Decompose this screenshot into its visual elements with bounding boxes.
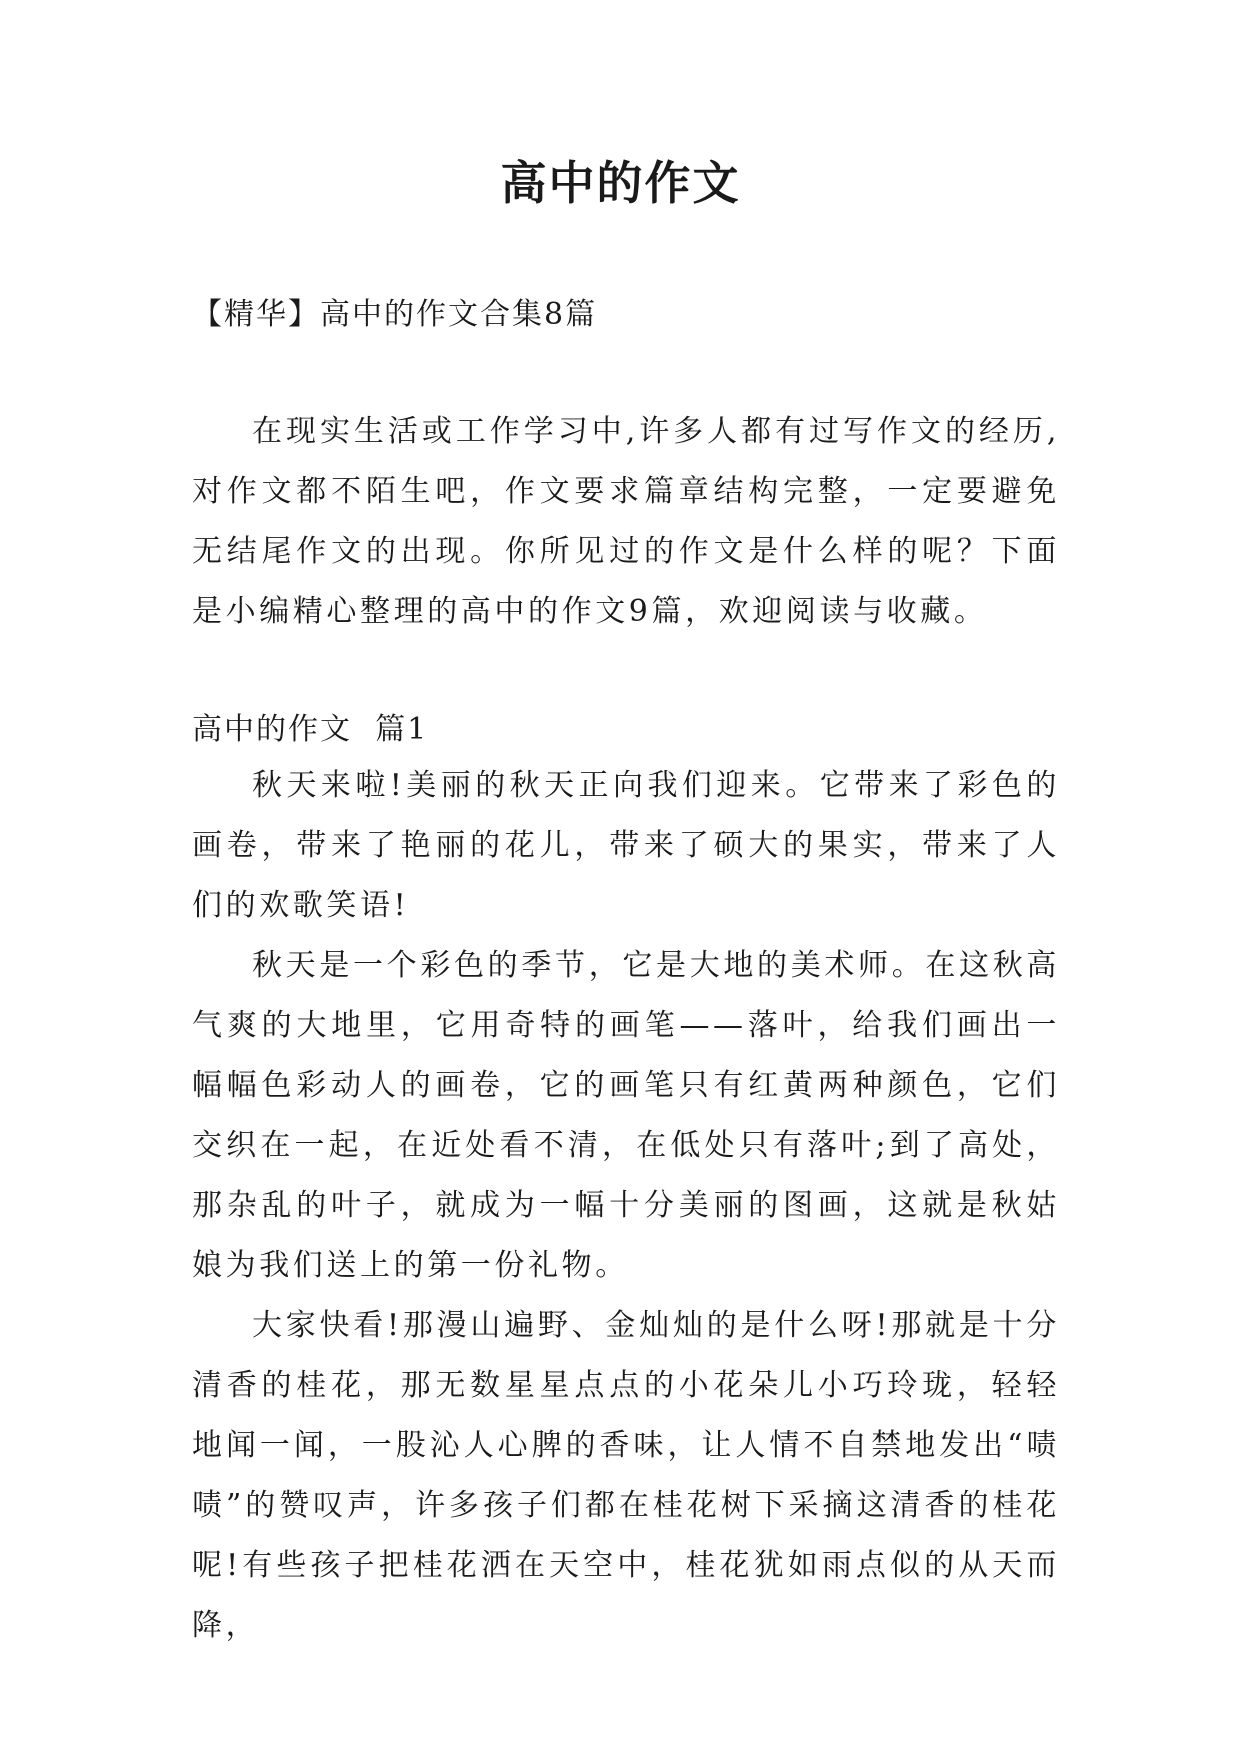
body-paragraph-3: 大家快看!那漫山遍野、金灿灿的是什么呀!那就是十分清香的桂花，那无数星星点点的小花朵儿小巧玲珑，轻轻地闻一闻，一股沁人心脾的香味，让人情不自禁地发出“啧啧”的赞叹声，许多孩子们都在桂花树下采摘这清香的桂花呢!有些孩子把桂花洒在天空中，桂花犹如雨点似的从天而降， <box>192 1308 1060 1643</box>
body-paragraph-1: 秋天来啦!美丽的秋天正向我们迎来。它带来了彩色的画卷，带来了艳丽的花儿，带来了硕大的果实，带来了人们的欢歌笑语! <box>192 768 1060 923</box>
intro-paragraph: 在现实生活或工作学习中,许多人都有过写作文的经历,对作文都不陌生吧，作文要求篇章结构完整，一定要避免无结尾作文的出现。你所见过的作文是什么样的呢？下面是小编精心整理的高中的作文9篇，欢迎阅读与收藏。 <box>192 414 1060 629</box>
document-title: 高中的作文 <box>500 156 741 210</box>
section-heading: 高中的作文 篇1 <box>192 712 429 747</box>
body-paragraph-2: 秋天是一个彩色的季节，它是大地的美术师。在这秋高气爽的大地里，它用奇特的画笔——落叶，给我们画出一幅幅色彩动人的画卷，它的画笔只有红黄两种颜色，它们交织在一起，在近处看不清，在低处只有落叶;到了高处，那杂乱的叶子，就成为一幅十分美丽的图画，这就是秋姑娘为我们送上的第一份礼物。 <box>192 948 1060 1283</box>
document-subtitle: 【精华】高中的作文合集8篇 <box>192 297 598 332</box>
